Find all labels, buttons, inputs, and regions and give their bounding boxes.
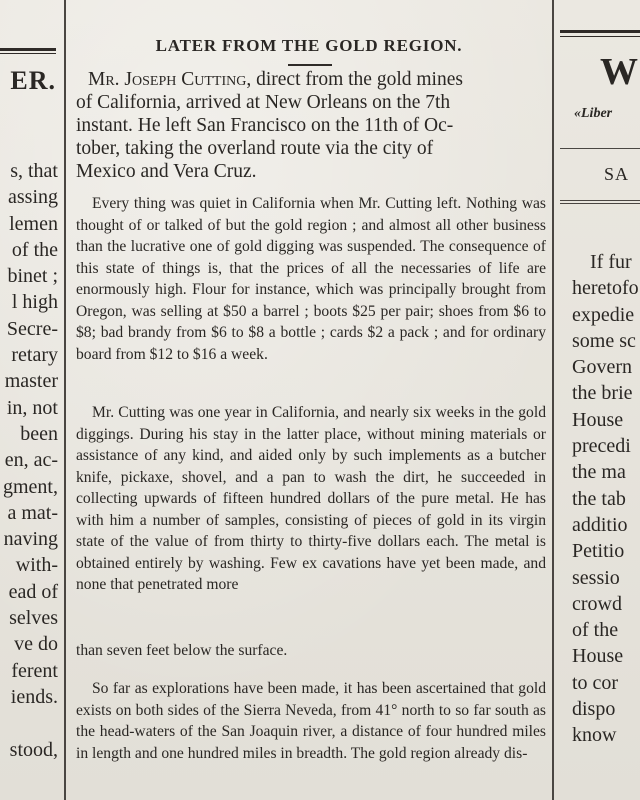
left-column-line: naving xyxy=(3,528,58,551)
right-section-label: SA xyxy=(604,164,630,184)
left-column-line: with- xyxy=(15,554,58,577)
left-column-line: l high xyxy=(11,291,58,314)
left-column-line: of the xyxy=(11,238,58,261)
left-column-line: stood, xyxy=(9,738,58,761)
left-column-line: retary xyxy=(11,344,58,367)
left-column-line: master xyxy=(4,370,58,393)
right-double-rule xyxy=(560,200,640,204)
left-column-text xyxy=(0,158,58,763)
left-column-line: assing xyxy=(8,186,58,209)
right-column-line: to cor xyxy=(572,671,619,694)
right-column-text xyxy=(572,249,639,749)
lede-line-4: tober, taking the overland route via the city of xyxy=(76,138,434,159)
right-column-line: know xyxy=(572,724,617,747)
right-header-rule xyxy=(560,30,640,37)
lede-name: Mr. Joseph Cutting, xyxy=(88,69,252,90)
right-column-line: House xyxy=(572,408,624,431)
left-column-line: lemen xyxy=(9,212,58,235)
right-column-subtitle: «Liber xyxy=(574,106,613,121)
right-column-line: some sc xyxy=(572,329,636,352)
left-column-title: ER. xyxy=(10,66,56,95)
left-column-line: iends. xyxy=(10,685,58,708)
left-column-line: binet ; xyxy=(7,265,58,288)
left-column-line: in, not xyxy=(6,396,58,419)
article-paragraph-1: Every thing was quiet in California when Mr. Cutting left. Nothing was thought of or talked of but the gold region ; and almost all other business than the lucrative one of gold digging was suspended. The consequence of this state of things is, that the prices of all the necessaries of life are enormously high. Flour for instance, which was principally brought from Oregon, was selling at $50 a barrel ; boots $25 per pair; shoes from $6 to $8; bad brandy from $6 to $8 a bottle ; cards $2 a pack ; and for ordinary board from $12 to $16 a week. xyxy=(76,195,546,363)
right-column-line: the tab xyxy=(572,487,626,510)
left-column-line: en, ac- xyxy=(4,449,58,472)
right-column-line: expedie xyxy=(572,303,635,326)
right-column-line: Petitio xyxy=(572,540,625,563)
right-column-line: additio xyxy=(572,513,628,536)
right-column-line: of the xyxy=(572,619,619,642)
right-column xyxy=(560,0,640,800)
left-column-line xyxy=(0,710,58,736)
lede-line xyxy=(76,68,546,91)
lede-line-3: instant. He left San Francisco on the 11th of Oc- xyxy=(76,115,454,136)
right-column-line: precedi xyxy=(572,435,631,458)
article-paragraph-2-end: than seven feet below the surface. xyxy=(76,642,288,659)
right-column-line: Govern xyxy=(572,356,632,379)
article-paragraph-3: So far as explorations have been made, it has been ascertained that gold exists on both sides of the Sierra Neveda, from 41° north to so far south as the head-waters of the San Joaquin river, a distance of four hundred miles in length and one hundred miles in breadth. The gold region already dis- xyxy=(76,680,546,762)
lede-line-5: Mexico and Vera Cruz. xyxy=(76,161,257,182)
right-column-line: sessio xyxy=(572,566,620,589)
lede-line-1: direct from the gold mines xyxy=(256,69,463,90)
right-separator xyxy=(560,148,640,149)
right-column-line: crowd xyxy=(572,592,622,615)
left-column-line: gment, xyxy=(3,475,58,498)
left-column xyxy=(0,0,60,800)
right-column-line: dispo xyxy=(572,698,616,721)
left-column-line: Secre- xyxy=(6,317,58,340)
left-column-line: selves xyxy=(9,607,58,630)
article-lede xyxy=(76,68,546,183)
article-headline: LATER FROM THE GOLD REGION. xyxy=(155,36,463,55)
right-column-line: the brie xyxy=(572,382,633,405)
article-paragraph-2: Mr. Cutting was one year in California, and nearly six weeks in the gold diggings. During his stay in the latter place, without mining materials or assistance of any kind, and aided only by such implements as a butcher knife, pickaxe, shovel, and a pan to wash the dirt, he succeeded in collecting upwards of fifteen hundred dollars of the pure metal. He has with him a number of samples, consisting of pieces of gold in its virgin state of the value of from thirty to thirty-five dollars each. The metal is obtained entirely by washing. Few ex cavations have yet been made, and none that penetrated more xyxy=(76,404,546,593)
column-rule-left xyxy=(64,0,66,800)
left-column-line: ead of xyxy=(8,580,58,603)
left-column-line: been xyxy=(20,422,58,445)
right-column-title: W xyxy=(600,51,638,93)
left-column-line: a mat- xyxy=(7,501,58,524)
right-column-line: heretofo xyxy=(572,277,639,300)
right-column-line: House xyxy=(572,645,624,668)
lede-line-2: of California, arrived at New Orleans on the 7th xyxy=(76,92,451,113)
column-rule-right xyxy=(552,0,554,800)
left-header-rule xyxy=(0,48,56,54)
left-column-line: ve do xyxy=(14,633,58,656)
right-column-line: If fur xyxy=(590,251,632,273)
left-column-line: s, that xyxy=(10,160,58,182)
left-column-line: ferent xyxy=(11,659,58,682)
article-column xyxy=(70,0,548,800)
right-column-line: the ma xyxy=(572,461,626,484)
